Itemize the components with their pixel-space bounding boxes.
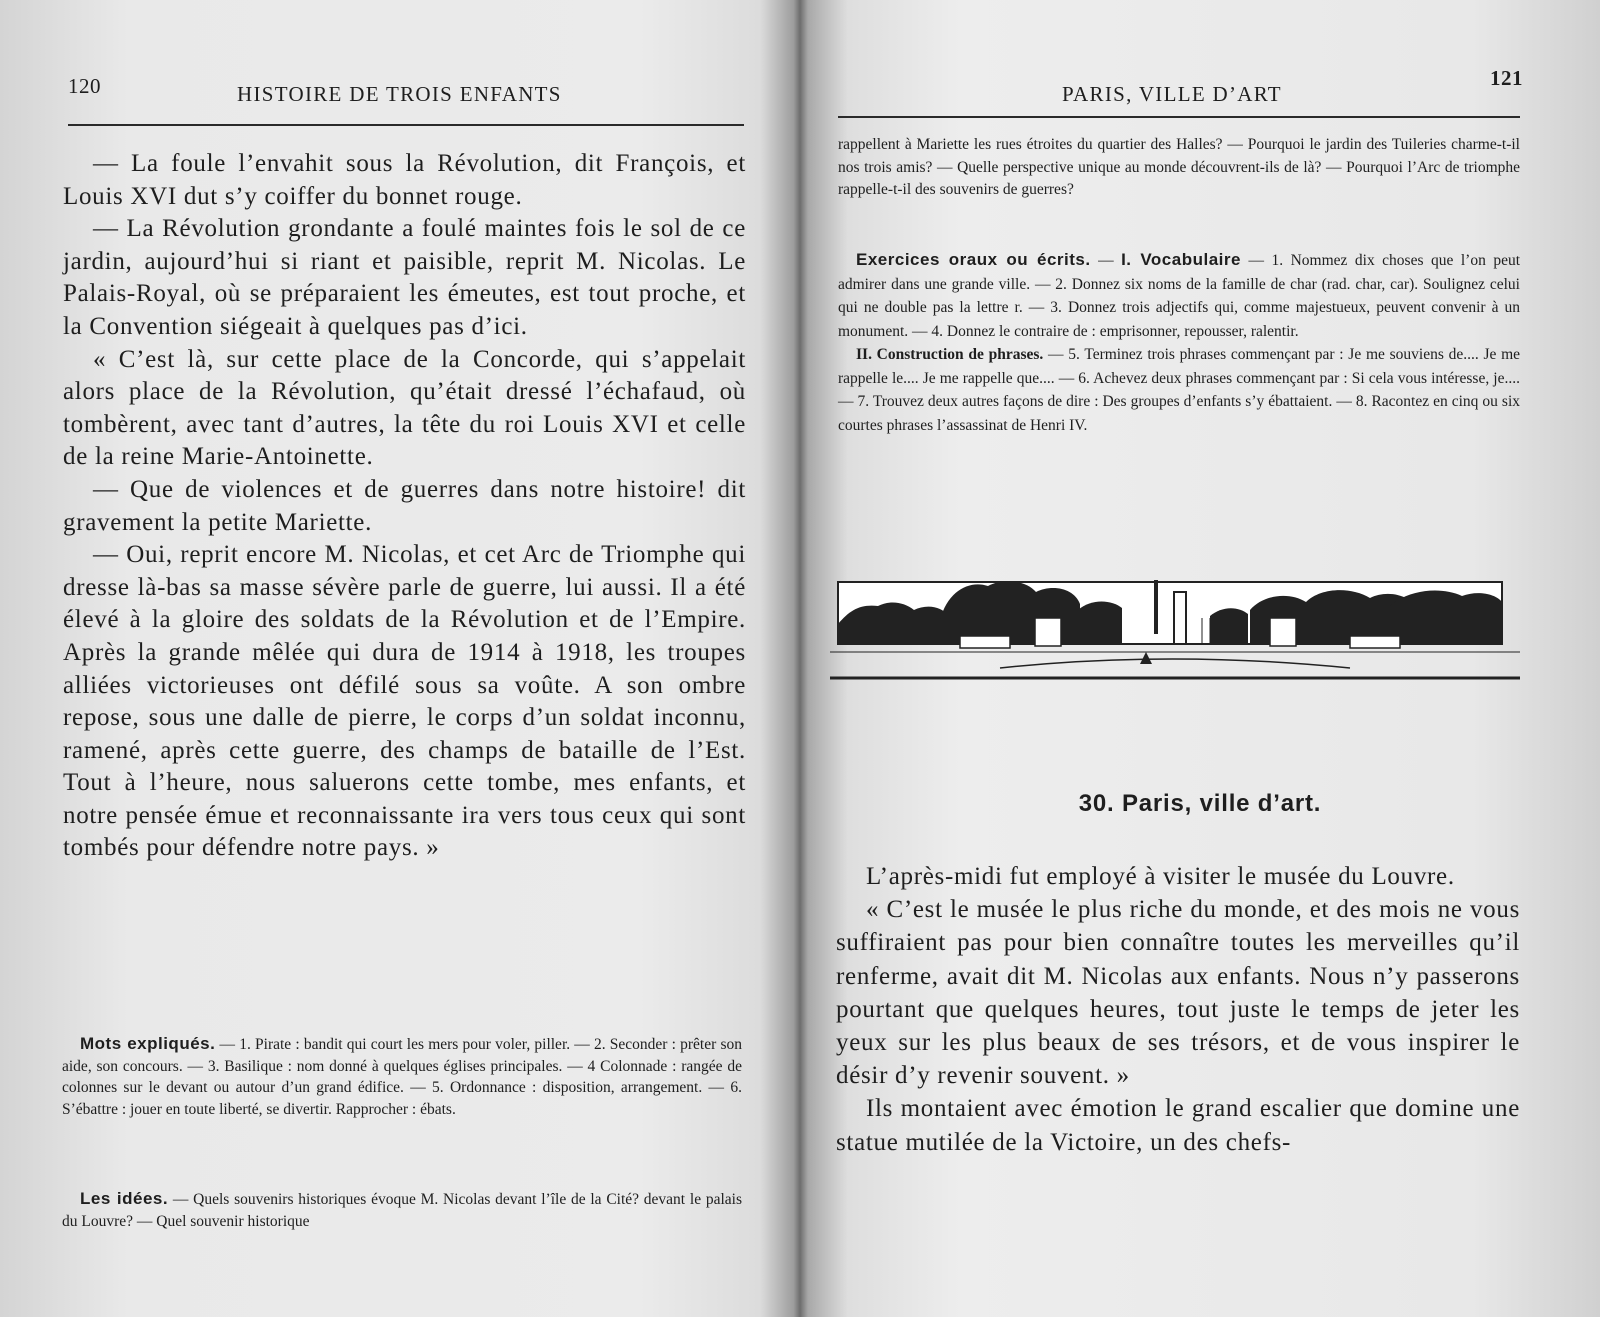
construction-text: — 5. Terminez trois phrases commençant par : Je me souviens de.... Je me rappelle le.... Je me rappelle que.... — 6. Achevez deux phrases commençant par : Si cela vous intéresse, je.... — 7. Trouvez deux autres façons de dire : Des groupes d’enfants s’y ébattaient. — 8. Racontez en cinq ou six courtes phrases l’assassinat de Henri IV. bbox=[838, 346, 1521, 434]
questions-text: rappellent à Mariette les rues étroites du quartier des Halles? — Pourquoi le jardin des Tuileries charme-t-il nos trois amis? — Quelle perspective unique au monde découvrent-ils de là? — Pourquoi l’Arc de triomphe rappelle-t-il des souvenirs de guerres? bbox=[838, 136, 1520, 198]
right-page bbox=[800, 0, 1600, 1317]
right-header-rule bbox=[838, 116, 1520, 118]
mots-expliques-note bbox=[62, 1033, 742, 1120]
tuileries-illustration bbox=[830, 580, 1520, 700]
mots-expliques-text: — 1. Pirate : bandit qui court les mers pour voler, piller. — 2. Seconder : prêter son aide, son concours. — 3. Basilique : nom donné à quelques églises principales. — 4 Colonnade : rangée de colonnes sur le devant ou autour d’un grand édifice. — 5. Ordonnance : disposition, arrangement. — 6. S’ébattre : jouer en toute liberté, se divertir. Rapprocher : ébats. bbox=[62, 1036, 742, 1118]
paragraph: — La foule l’envahit sous la Révolution, dit François, et Louis XVI dut s’y coiffer du bonnet rouge. bbox=[63, 150, 746, 210]
paragraph: Ils montaient avec émotion le grand escalier que domine une statue mutilée de la Victoire, un des chefs- bbox=[836, 1095, 1520, 1156]
left-body-text bbox=[63, 148, 746, 865]
vocabulaire-label: I. Vocabulaire bbox=[1121, 250, 1241, 269]
questions-continuation bbox=[838, 134, 1520, 202]
exercises-block: Exercices oraux ou écrits. — I. Vocabulaire — 1. Nommez dix choses que l’on peut admirer dans une grande ville. — 2. Donnez six noms de la famille de char (rad. char, car). Soulignez celui qui ne double pas la lettre r. — 3. Donnez trois adjectifs qui, comme majestueux, peuvent convenir à un monument. — 4. Donnez le contraire de : emprisonner, repousser, ralentir. II. Construction de phrases. — 5. Terminez trois phrases commençant par : Je me souviens de.... Je me rappelle le.... Je me rappelle que.... — 6. Achevez deux phrases commençant par : Si cela vous intéresse, je.... — 7. Trouvez deux autres façons de dire : Des groupes d’enfants s’y ébattaient. — 8. Racontez en cinq ou six courtes phrases l’assassinat de Henri IV. bbox=[838, 250, 1521, 434]
paragraph: — Que de violences et de guerres dans notre histoire! dit gravement la petite Mariette. bbox=[63, 475, 746, 536]
right-page-number: 121 bbox=[1490, 66, 1523, 90]
les-idees-label: Les idées. bbox=[80, 1189, 169, 1208]
right-body-text bbox=[836, 860, 1520, 1159]
les-idees-text: — Quels souvenirs historiques évoque M. Nicolas devant l’île de la Cité? devant le palais du Louvre? — Quel souvenir historique bbox=[62, 1191, 742, 1230]
paragraph: « C’est le musée le plus riche du monde, et des mois ne vous suffiraient pas pour bien connaître toutes les merveilles qu’il renferme, avait dit M. Nicolas aux enfants. Nous n’y passerons pourtant que quelques heures, tout juste le temps de jeter les yeux sur les plus beaux de ses trésors, et de vous inspirer le désir d’y revenir souvent. » bbox=[836, 896, 1520, 1090]
left-running-head: HISTOIRE DE TROIS ENFANTS bbox=[237, 82, 562, 106]
left-header-rule bbox=[68, 124, 744, 126]
paragraph: « C’est là, sur cette place de la Concorde, qui s’appelait alors place de la Révolution, qu’était dressé l’échafaud, où tombèrent, avec tant d’autres, la tête du roi Louis XVI et celle de la reine Marie-Antoinette. bbox=[63, 345, 746, 471]
left-page bbox=[0, 0, 790, 1317]
les-idees-note bbox=[62, 1188, 742, 1232]
left-page-number: 120 bbox=[68, 74, 101, 98]
right-running-head: PARIS, VILLE D’ART bbox=[1062, 82, 1282, 106]
paragraph: L’après-midi fut employé à visiter le musée du Louvre. bbox=[866, 863, 1455, 890]
vocabulaire-text: — 1. Nommez dix choses que l’on peut admirer dans une grande ville. — 2. Donnez six noms de la famille de char (rad. char, car). Soulignez celui qui ne double pas la lettre r. — 3. Donnez trois adjectifs qui, comme majestueux, peuvent convenir à un monument. — 4. Donnez le contraire de : emprisonner, repousser, ralentir. bbox=[838, 252, 1521, 340]
mots-expliques-label: Mots expliqués. bbox=[80, 1034, 216, 1053]
exercises-label: Exercices oraux ou écrits. bbox=[856, 250, 1091, 269]
paragraph: — Oui, reprit encore M. Nicolas, et cet Arc de Triomphe qui dresse là-bas sa masse sévère parle de guerre, lui aussi. Il a été élevé à la gloire des soldats de la Révolution et de l’Empire. Après la grande mêlée qui dura de 1914 à 1918, les troupes alliées victorieuses ont défilé sous sa voûte. A son ombre repose, sous une dalle de pierre, le corps d’un soldat inconnu, ramené, après cette guerre, des champs de bataille de l’Est. Tout à l’heure, nous saluerons cette tombe, mes enfants, et notre pensée émue et reconnaissante ira vers tous ceux qui sont tombés pour défendre notre pays. » bbox=[63, 541, 746, 862]
construction-label: II. Construction de phrases. bbox=[856, 346, 1044, 363]
paragraph: — La Révolution grondante a foulé maintes fois le sol de ce jardin, aujourd’hui si riant et paisible, reprit M. Nicolas. Le Palais-Royal, où se préparaient les émeutes, est tout proche, et la Convention siégeait à quelques pas d’ici. bbox=[63, 215, 746, 340]
section-title: 30. Paris, ville d’art. bbox=[1078, 790, 1322, 817]
